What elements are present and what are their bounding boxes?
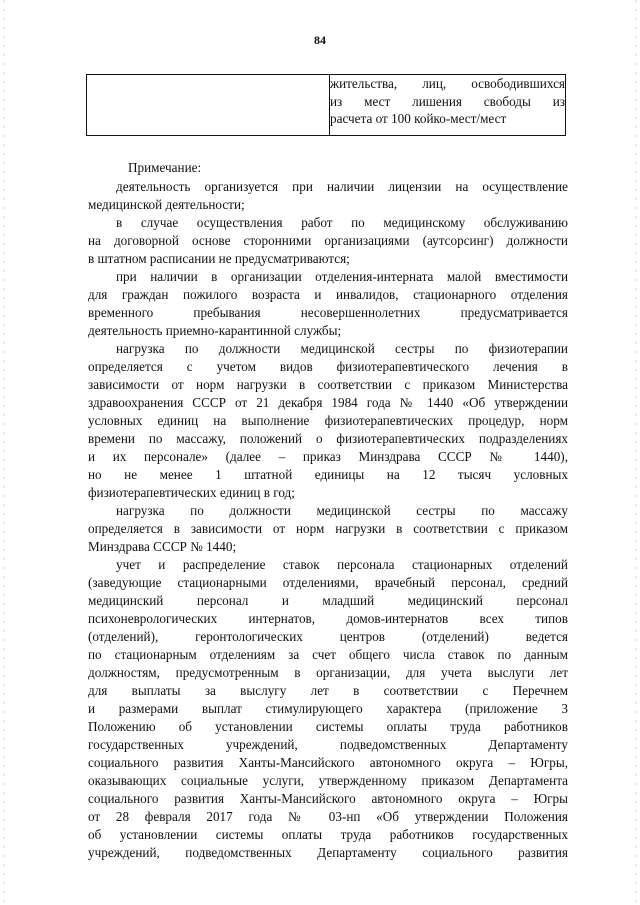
text-line: оказывающих социальные услуги, утвержденному приказом Департамента (88, 773, 568, 788)
text-line: при наличии в организации отделения-интерната малой вместимости (116, 269, 568, 284)
page-number: 84 (314, 33, 326, 47)
text-line: зависимости от норм нагрузки в соответствии с приказом Министерства (88, 377, 568, 392)
text-line: психоневрологических интернатов, домов-интернатов всех типов (88, 611, 568, 626)
text-line: физиотерапевтических единиц в год; (88, 485, 295, 500)
text-line: Положению об установлении системы оплаты труда работников (88, 719, 568, 734)
text-line: (заведующие стационарными отделениями, врачебный персонал, средний (88, 575, 568, 590)
text-line: для граждан пожилого возраста и инвалидов, стационарного отделения (88, 287, 568, 302)
table-cell-line: жительства, лиц, освободившихся (330, 76, 565, 91)
table-cell-left-empty (87, 75, 330, 136)
text-line: учреждений, подведомственных Департаменту социального развития (88, 845, 568, 860)
table-cell-right (330, 75, 566, 136)
text-line: времени по массажу, положений о физиотерапевтических подразделениях (88, 431, 568, 446)
text-line: для выплаты за выслугу лет в соответствии с Перечнем (88, 683, 568, 698)
note-heading: Примечание: (128, 160, 202, 175)
text-line: социального развития Ханты-Мансийского автономного округа – Югры, (88, 755, 568, 770)
text-line: деятельность приемно-карантинной службы; (88, 323, 342, 338)
text-line: по стационарным отделениям за счет общего числа ставок по данным (88, 647, 568, 662)
text-line: от 28 февраля 2017 года № 03-нп «Об утверждении Положения (88, 809, 568, 824)
table-cell-line: из мест лишения свободы из (330, 93, 565, 109)
text-line: учет и распределение ставок персонала стационарных отделений (116, 557, 568, 572)
text-line: Минздрава СССР № 1440; (88, 539, 237, 554)
text-line: определяется в зависимости от норм нагрузки в соответствии с приказом (88, 521, 568, 536)
text-line: условных единиц на выполнение физиотерапевтических процедур, норм (88, 413, 568, 428)
text-line: на договорной основе сторонними организациями (аутсорсинг) должности (88, 233, 568, 248)
continued-table (86, 74, 566, 136)
text-line: должностям, предусмотренным в организации, для учета выслуги лет (88, 665, 568, 680)
text-line: в штатном расписании не предусматриваются; (88, 251, 350, 266)
text-line: определяется с учетом видов физиотерапевтического лечения в (88, 359, 568, 374)
text-line: нагрузка по должности медицинской сестры по физиотерапии (116, 341, 568, 356)
text-line: (отделений), геронтологических центров (отделений) ведется (88, 629, 568, 644)
table-cell-line: расчета от 100 койко-мест/мест (330, 111, 507, 126)
text-line: социального развития Ханты-Мансийского автономного округа – Югры (88, 791, 568, 806)
text-line: медицинской деятельности; (88, 197, 245, 212)
text-line: и размерами выплат стимулирующего характера (приложение 3 (88, 701, 568, 716)
scan-edge-right (635, 0, 637, 905)
text-line: но не менее 1 штатной единицы на 12 тысяч условных (88, 467, 568, 482)
text-line: государственных учреждений, подведомственных Департаменту (88, 737, 568, 752)
text-line: в случае осуществления работ по медицинскому обслуживанию (116, 215, 568, 230)
text-line: здравоохранения СССР от 21 декабря 1984 года № 1440 «Об утверждении (88, 395, 568, 410)
text-line: деятельность организуется при наличии лицензии на осуществление (116, 179, 568, 194)
text-line: и их персонале» (далее – приказ Минздрава СССР № 1440), (88, 449, 568, 464)
text-line: временного пребывания несовершеннолетних предусматривается (88, 305, 568, 320)
text-line: медицинский персонал и младший медицинский персонал (88, 593, 568, 608)
text-line: нагрузка по должности медицинской сестры по массажу (116, 503, 568, 518)
scan-edge-left (3, 0, 5, 905)
text-line: об установлении системы оплаты труда работников государственных (88, 827, 568, 842)
